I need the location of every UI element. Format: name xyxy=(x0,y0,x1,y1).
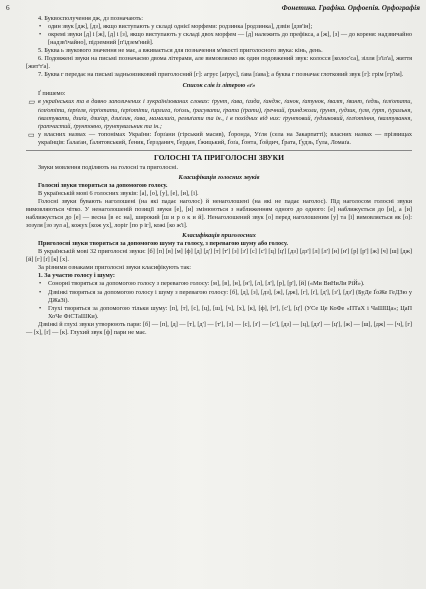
voiced-item xyxy=(26,289,412,305)
bullet-icon: • xyxy=(39,23,42,31)
running-header xyxy=(6,0,420,15)
rule-7: 7. Буква г передає на письмі задньоязиковий приголосний [г]: агрус [аґрус], ґава [ґава]; а буква г позначає глотковий звук [г]: грім [гр'ім]. xyxy=(38,71,404,79)
vowels-definition: Голосні звуки творяться за допомогою голосу. xyxy=(38,181,168,189)
vowels-list: В українській мові 6 голосних звуків: [а], [о], [у], [е], [и], [і]. xyxy=(38,189,199,197)
book-icon: ▭ xyxy=(28,98,35,107)
rule-5: 5. Буква ь звукового значення не має, а вживається для позначення м'якості приголосного звука: кінь, день. xyxy=(38,47,323,55)
sonorants-item xyxy=(26,280,412,288)
rule-4-bullet-2-text: окремі звуки [д] і [ж], [д] і [з], якщо виступають у складі двох морфем — [д] належить до префікса, а [ж], [з] — до кореня: надзвичайно [надзв'ічайно], підземний [п'ідзем'ний]. xyxy=(48,31,412,47)
section-intro: Звуки мовлення поділяють на голосні та приголосні. xyxy=(38,163,179,171)
consonants-title: Класифікація приголосних xyxy=(182,232,256,240)
page-number: 6 xyxy=(6,3,10,12)
classification-1-heading: 1. За участю голосу і шуму: xyxy=(38,272,115,280)
book-icon: ▭ xyxy=(28,130,35,139)
voiceless-text: Глухі творяться за допомогою тільки шуму: [п], [т], [с], [ц], [ш], [ч], [х], [к], [ф], [т'], [с'], [ц'] (УСе Це КоФе «ПТаХ і ЧаШЩа»; ЦаП ХоЧе ФіСТаШКи). xyxy=(48,304,412,320)
pairs-paragraph: Дзвінкі й глухі звуки утворюють пари: [б] — [п], [д] — [т], [д'] — [т'], [з] — [с], [з'] — [с'], [дз] — [ц], [дз'] — [ц'], [ж] — [ш], [дж] — [ч], [г] — [х], [ґ] — [к]. Глухий звук [ф] пари не має. xyxy=(26,320,412,336)
section-title: ГОЛОСНІ ТА ПРИГОЛОСНІ ЗВУКИ xyxy=(153,152,285,162)
bullet-icon: • xyxy=(39,31,42,39)
sonorants-text: Сонорні творяться за допомогою голосу з перевагою голосу: [м], [в], [н], [н'], [л], [л'], [р], [р'], [й] («Ми ВиНиЛи РіЙ»). xyxy=(48,280,365,288)
voiced-text: Дзвінкі творяться за допомогою голосу і шуму з перевагою голосу: [б], [д], [з], [дз], [ж], [дж], [г], [ґ], [д'], [з'], [дз'] (БуДе ҐоЖе ГеДЗю у ДЖаЗі). xyxy=(48,288,412,304)
rule-4-bullet-1-text: один звук [дж], [дз], якщо виступають у складі однієї морфеми: родзинка [родзинка], дзвін [дзв'ін]; xyxy=(48,23,313,31)
running-title: Фонетика. Графіка. Орфоепія. Орфографія xyxy=(281,3,420,12)
g-list-title: Список слів із літерою «ґ» xyxy=(182,82,256,90)
g-list-item-2-text: у власних назвах — топонімах України: Ґорґани (гірський масив), Ґоронда, Уґля (села на Закарпатті); власних назвах — прізвищах українців: Ґалаґан, Ґалятовський, Ґеник, Ґерзданич, Ґердан, Ґжицький, Ґоґа, Ґонта, Ґойдич, Ґрата, Ґудзь, Ґула, Ломаґа. xyxy=(38,130,412,146)
bullet-icon: • xyxy=(39,280,42,288)
voiceless-item xyxy=(26,305,412,321)
vowels-title: Класифікація голосних звуків xyxy=(178,173,260,181)
g-list-item-1-text: в українських та в давно запозичених і зукраїнізованих словах: ґрунт, ґава, ґазда, ґандж, ґанок, ґатунок, ґвалт, ґвинт, ґедзь, ґелґотати, ґелґотіти, ґерґеля, ґерґотати, ґерґотіти, ґирлига, ґоґоль, ґрасувати, ґрата (ґрати), ґречний, ґринджоли, ґрунт, ґудзик, ґуля, ґурт, ґуральня, ґвалтувати, дзиґа, дзиґар, дзиґлик, ґава, мамалиґа, ремиґати та ін., і в похідних від них: ґрунтовий, ґудзиковий, ґелґотіння, ґвалтування, ґратчастий, ґрунтовно, ґрунтувальник та ін.; xyxy=(38,98,412,130)
section-divider xyxy=(26,150,412,151)
consonants-list: В українській мові 32 приголосні звуки: [б] [п] [в] [м] [ф] [д] [д'] [т] [т'] [з] [з'] [с] [с'] [ц] [ц'] [дз] [дз'] [л] [л'] [н] [н'] [р] [р'] [ж] [ч] [ш] [дж] [й] [г] [ґ] [к] [х]. xyxy=(26,248,412,264)
bullet-icon: • xyxy=(39,304,42,312)
rule-6: 6. Подовжені звуки на письмі позначаємо двома літерами, але вимовляємо як один подовжений звук: колосся [колос'са], зілля [з'іл'а], життя [жит'т'а]. xyxy=(26,55,412,71)
rule-4-bullet-2 xyxy=(26,31,412,47)
g-list-item-2 xyxy=(26,131,412,147)
g-list-intro: Ґ пишемо: xyxy=(38,90,66,98)
consonants-definition: Приголосні звуки творяться за допомогою шуму та голосу, з перевагою шуму або голосу. xyxy=(38,240,288,248)
page-body xyxy=(26,15,412,585)
consonants-note: За різними ознаками приголосні звуки класифікують так: xyxy=(38,264,191,272)
bullet-icon: • xyxy=(39,288,42,296)
vowels-stress-paragraph: Голосні звуки бувають наголошені (на які падає наголос) й ненаголошені (на які не падає наголос). Під наголосом голосні звуки вимовляються чітко. У ненаголошеній позиції звуки [е], [и] змінюються з наближенням одного до одного: [е] наближується до [и], а [и] наближується до [е] — весна [в ес на], широкий [ш и р о к и й]. Ненаголошений звук [о] перед наголошеним [у] та [і] вимовляється як [о]: зозуля [зо зул а], кожух [кож ух], лоріг [по р іг], кожі [ко ж'і]. xyxy=(26,197,412,230)
g-list-item-1 xyxy=(26,98,412,130)
rule-4: 4. Буквосполучення дж, дз позначають: xyxy=(38,15,144,22)
rule-4-bullet-1 xyxy=(26,23,412,31)
